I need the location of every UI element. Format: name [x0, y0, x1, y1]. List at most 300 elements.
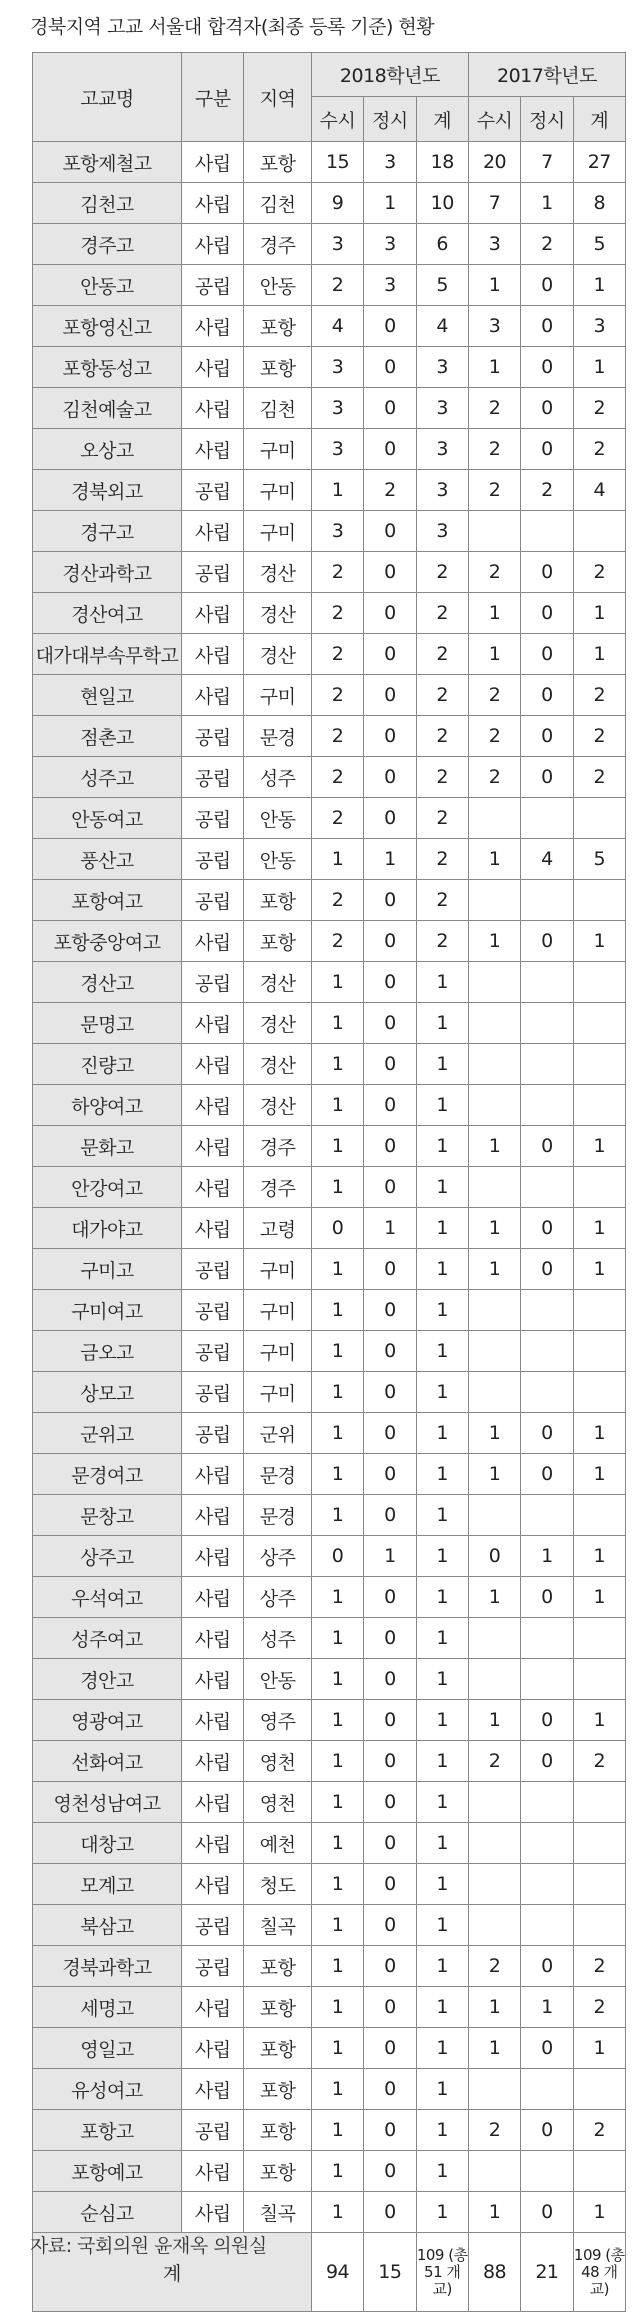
susi-2017: 0 [468, 1536, 520, 1577]
total-sum-2018: 109 (총51 개교) [416, 2233, 468, 2312]
school-name: 경안고 [33, 1659, 182, 1700]
susi-2018: 4 [311, 306, 363, 347]
table-row [33, 142, 626, 183]
jeongsi-2017 [521, 1372, 573, 1413]
jeongsi-2017 [521, 1003, 573, 1044]
school-type: 사립 [182, 1044, 244, 1085]
table-row [33, 634, 626, 675]
school-name: 포항제철고 [33, 142, 182, 183]
table-row [33, 1290, 626, 1331]
susi-2018: 2 [311, 921, 363, 962]
table-row [33, 511, 626, 552]
page-title: 경북지역 고교 서울대 합격자(최종 등록 기준) 현황 [30, 16, 435, 38]
jeongsi-2017: 0 [521, 1413, 573, 1454]
school-type: 사립 [182, 1003, 244, 1044]
total-2018: 2 [416, 757, 468, 798]
total-2018: 1 [416, 962, 468, 1003]
school-region: 경산 [244, 552, 311, 593]
jeongsi-2017: 0 [521, 675, 573, 716]
total-2017 [573, 1659, 625, 1700]
school-region: 구미 [244, 675, 311, 716]
school-name: 선화여고 [33, 1741, 182, 1782]
jeongsi-2018: 0 [364, 552, 416, 593]
jeongsi-2018: 1 [364, 1208, 416, 1249]
school-name: 하양여고 [33, 1085, 182, 1126]
jeongsi-2017 [521, 1331, 573, 1372]
susi-2018: 1 [311, 1905, 363, 1946]
total-2018: 5 [416, 265, 468, 306]
total-2018: 1 [416, 2028, 468, 2069]
school-region: 성주 [244, 757, 311, 798]
jeongsi-2017: 0 [521, 1741, 573, 1782]
total-2018: 6 [416, 224, 468, 265]
table-row [33, 1126, 626, 1167]
susi-2017 [468, 1618, 520, 1659]
table-row [33, 265, 626, 306]
jeongsi-2018: 0 [364, 1003, 416, 1044]
susi-2017: 1 [468, 1454, 520, 1495]
jeongsi-2017: 0 [521, 2192, 573, 2233]
jeongsi-2018: 0 [364, 921, 416, 962]
school-type: 사립 [182, 1085, 244, 1126]
table-row [33, 962, 626, 1003]
jeongsi-2018: 0 [364, 757, 416, 798]
total-2017 [573, 1167, 625, 1208]
school-name: 진량고 [33, 1044, 182, 1085]
school-type: 사립 [182, 347, 244, 388]
school-type: 공립 [182, 1946, 244, 1987]
table-row [33, 716, 626, 757]
susi-2017 [468, 1823, 520, 1864]
school-name: 경북외고 [33, 470, 182, 511]
school-type: 사립 [182, 1208, 244, 1249]
table-row [33, 347, 626, 388]
school-region: 경산 [244, 1085, 311, 1126]
jeongsi-2017: 0 [521, 921, 573, 962]
susi-2018: 2 [311, 593, 363, 634]
susi-2017: 1 [468, 2028, 520, 2069]
school-name: 문명고 [33, 1003, 182, 1044]
table-row [33, 839, 626, 880]
susi-2018: 1 [311, 1167, 363, 1208]
school-type: 공립 [182, 1331, 244, 1372]
susi-2017: 2 [468, 1946, 520, 1987]
school-type: 사립 [182, 224, 244, 265]
school-type: 공립 [182, 757, 244, 798]
jeongsi-2018: 0 [364, 1864, 416, 1905]
school-type: 사립 [182, 2151, 244, 2192]
jeongsi-2018: 0 [364, 675, 416, 716]
susi-2017: 2 [468, 470, 520, 511]
school-type: 공립 [182, 716, 244, 757]
susi-2017: 3 [468, 224, 520, 265]
susi-2018: 0 [311, 1208, 363, 1249]
table-row [33, 2028, 626, 2069]
total-2017: 1 [573, 2028, 625, 2069]
jeongsi-2017: 0 [521, 593, 573, 634]
susi-2017: 2 [468, 2110, 520, 2151]
table-row [33, 1782, 626, 1823]
school-region: 문경 [244, 1454, 311, 1495]
school-name: 현일고 [33, 675, 182, 716]
jeongsi-2018: 0 [364, 1126, 416, 1167]
total-2018: 1 [416, 1044, 468, 1085]
total-2017: 8 [573, 183, 625, 224]
susi-2017: 2 [468, 716, 520, 757]
susi-2018: 2 [311, 757, 363, 798]
jeongsi-2017 [521, 1618, 573, 1659]
school-name: 문창고 [33, 1495, 182, 1536]
jeongsi-2017 [521, 1782, 573, 1823]
total-2017: 1 [573, 2192, 625, 2233]
school-type: 공립 [182, 265, 244, 306]
total-2017: 2 [573, 429, 625, 470]
susi-2018: 2 [311, 798, 363, 839]
jeongsi-2018: 2 [364, 470, 416, 511]
jeongsi-2018: 0 [364, 1249, 416, 1290]
school-name: 오상고 [33, 429, 182, 470]
jeongsi-2018: 0 [364, 1167, 416, 1208]
table-row [33, 1864, 626, 1905]
jeongsi-2017 [521, 880, 573, 921]
school-type: 사립 [182, 1864, 244, 1905]
susi-2017: 1 [468, 634, 520, 675]
total-2017: 1 [573, 1208, 625, 1249]
total-2018: 1 [416, 1577, 468, 1618]
school-type: 사립 [182, 1659, 244, 1700]
susi-2018: 1 [311, 1003, 363, 1044]
total-2017: 1 [573, 1413, 625, 1454]
school-region: 경산 [244, 593, 311, 634]
total-2018: 3 [416, 347, 468, 388]
susi-2018: 1 [311, 2069, 363, 2110]
jeongsi-2018: 0 [364, 1905, 416, 1946]
total-2017: 2 [573, 1946, 625, 1987]
jeongsi-2018: 0 [364, 388, 416, 429]
jeongsi-2017: 1 [521, 183, 573, 224]
jeongsi-2018: 0 [364, 2151, 416, 2192]
total-2017: 2 [573, 757, 625, 798]
school-type: 사립 [182, 1700, 244, 1741]
school-name: 성주여고 [33, 1618, 182, 1659]
school-type: 사립 [182, 1536, 244, 1577]
susi-2017: 2 [468, 757, 520, 798]
total-2018: 1 [416, 2069, 468, 2110]
table-row [33, 1987, 626, 2028]
total-2017 [573, 962, 625, 1003]
school-region: 구미 [244, 1331, 311, 1372]
jeongsi-2017 [521, 1659, 573, 1700]
total-2017: 1 [573, 634, 625, 675]
susi-2017 [468, 1495, 520, 1536]
susi-2018: 1 [311, 1413, 363, 1454]
total-2017: 2 [573, 675, 625, 716]
susi-2017 [468, 1003, 520, 1044]
jeongsi-2017 [521, 1864, 573, 1905]
school-region: 안동 [244, 798, 311, 839]
jeongsi-2018: 0 [364, 347, 416, 388]
total-2017 [573, 1372, 625, 1413]
susi-2017: 1 [468, 839, 520, 880]
jeongsi-2018: 0 [364, 1290, 416, 1331]
school-type: 공립 [182, 1905, 244, 1946]
total-2017: 4 [573, 470, 625, 511]
jeongsi-2018: 0 [364, 1946, 416, 1987]
jeongsi-2017: 7 [521, 142, 573, 183]
school-region: 구미 [244, 470, 311, 511]
school-region: 포항 [244, 1987, 311, 2028]
school-name: 순심고 [33, 2192, 182, 2233]
table-row [33, 1454, 626, 1495]
table-row [33, 1659, 626, 1700]
jeongsi-2017: 0 [521, 1208, 573, 1249]
jeongsi-2018: 0 [364, 962, 416, 1003]
school-name: 군위고 [33, 1413, 182, 1454]
school-region: 영주 [244, 1700, 311, 1741]
table-row [33, 470, 626, 511]
total-2017 [573, 1823, 625, 1864]
susi-2018: 1 [311, 1618, 363, 1659]
jeongsi-2017: 0 [521, 1126, 573, 1167]
susi-2017 [468, 1864, 520, 1905]
susi-2018: 1 [311, 1782, 363, 1823]
jeongsi-2018: 0 [364, 1495, 416, 1536]
total-2017 [573, 1331, 625, 1372]
school-region: 성주 [244, 1618, 311, 1659]
school-type: 사립 [182, 1167, 244, 1208]
school-type: 사립 [182, 1987, 244, 2028]
table-row [33, 1167, 626, 1208]
susi-2017: 2 [468, 1741, 520, 1782]
total-2017 [573, 1044, 625, 1085]
school-name: 대가대부속무학고 [33, 634, 182, 675]
susi-2018: 1 [311, 1741, 363, 1782]
school-type: 사립 [182, 183, 244, 224]
susi-2017 [468, 2069, 520, 2110]
school-name: 모계고 [33, 1864, 182, 1905]
school-type: 사립 [182, 634, 244, 675]
total-2018: 2 [416, 593, 468, 634]
total-2017: 1 [573, 1700, 625, 1741]
header-type: 구분 [182, 53, 244, 142]
susi-2017: 1 [468, 593, 520, 634]
jeongsi-2018: 0 [364, 880, 416, 921]
total-2018: 1 [416, 1413, 468, 1454]
jeongsi-2018: 0 [364, 1044, 416, 1085]
school-type: 사립 [182, 1126, 244, 1167]
school-type: 사립 [182, 142, 244, 183]
school-region: 포항 [244, 347, 311, 388]
susi-2017 [468, 1659, 520, 1700]
table-row [33, 1249, 626, 1290]
school-name: 포항중앙여고 [33, 921, 182, 962]
school-name: 경구고 [33, 511, 182, 552]
admissions-table [32, 52, 626, 2312]
table-row [33, 2151, 626, 2192]
jeongsi-2018: 0 [364, 1700, 416, 1741]
jeongsi-2017: 0 [521, 1700, 573, 1741]
jeongsi-2018: 0 [364, 1577, 416, 1618]
school-name: 포항동성고 [33, 347, 182, 388]
jeongsi-2018: 0 [364, 2069, 416, 2110]
school-name: 포항고 [33, 2110, 182, 2151]
jeongsi-2017: 0 [521, 634, 573, 675]
susi-2017: 1 [468, 1413, 520, 1454]
header-school: 고교명 [33, 53, 182, 142]
total-jeongsi-2017: 21 [521, 2233, 573, 2312]
school-type: 공립 [182, 839, 244, 880]
susi-2018: 3 [311, 429, 363, 470]
jeongsi-2017: 0 [521, 429, 573, 470]
total-2018: 1 [416, 1864, 468, 1905]
jeongsi-2018: 0 [364, 2110, 416, 2151]
total-2018: 2 [416, 552, 468, 593]
school-name: 우석여고 [33, 1577, 182, 1618]
jeongsi-2018: 0 [364, 511, 416, 552]
susi-2017 [468, 1085, 520, 1126]
table-row [33, 2110, 626, 2151]
school-region: 경주 [244, 224, 311, 265]
total-2017: 2 [573, 1987, 625, 2028]
school-region: 경산 [244, 1003, 311, 1044]
susi-2017 [468, 1044, 520, 1085]
table-row [33, 1741, 626, 1782]
total-2018: 1 [416, 1372, 468, 1413]
total-2017: 1 [573, 593, 625, 634]
susi-2017: 2 [468, 675, 520, 716]
jeongsi-2017: 0 [521, 388, 573, 429]
total-2018: 1 [416, 1331, 468, 1372]
total-2018: 1 [416, 2110, 468, 2151]
table-row [33, 675, 626, 716]
school-name: 경북과학고 [33, 1946, 182, 1987]
jeongsi-2017 [521, 1495, 573, 1536]
jeongsi-2018: 0 [364, 593, 416, 634]
school-name: 포항여고 [33, 880, 182, 921]
susi-2017 [468, 1372, 520, 1413]
table-row [33, 2069, 626, 2110]
school-region: 구미 [244, 1372, 311, 1413]
jeongsi-2017: 1 [521, 1987, 573, 2028]
school-region: 경주 [244, 1167, 311, 1208]
school-region: 포항 [244, 306, 311, 347]
header-jeongsi-2017: 정시 [521, 97, 573, 142]
school-type: 사립 [182, 2069, 244, 2110]
total-2018: 2 [416, 839, 468, 880]
school-region: 포항 [244, 2110, 311, 2151]
total-2018: 3 [416, 470, 468, 511]
total-susi-2017: 88 [468, 2233, 520, 2312]
total-2017: 1 [573, 1126, 625, 1167]
jeongsi-2017: 4 [521, 839, 573, 880]
header-susi-2017: 수시 [468, 97, 520, 142]
susi-2017 [468, 2151, 520, 2192]
susi-2018: 3 [311, 388, 363, 429]
susi-2017: 1 [468, 1208, 520, 1249]
susi-2017: 3 [468, 306, 520, 347]
table-header [33, 53, 626, 142]
susi-2018: 3 [311, 224, 363, 265]
total-2018: 1 [416, 1003, 468, 1044]
jeongsi-2017 [521, 798, 573, 839]
school-region: 포항 [244, 142, 311, 183]
total-2017: 2 [573, 716, 625, 757]
school-region: 영천 [244, 1741, 311, 1782]
jeongsi-2018: 3 [364, 224, 416, 265]
school-region: 포항 [244, 2028, 311, 2069]
susi-2018: 1 [311, 1044, 363, 1085]
total-2017: 1 [573, 1577, 625, 1618]
header-jeongsi-2018: 정시 [364, 97, 416, 142]
total-2017: 3 [573, 306, 625, 347]
susi-2018: 1 [311, 2028, 363, 2069]
total-2017: 1 [573, 921, 625, 962]
total-2018: 2 [416, 675, 468, 716]
school-type: 사립 [182, 1454, 244, 1495]
school-region: 경산 [244, 1044, 311, 1085]
total-2018: 1 [416, 1536, 468, 1577]
jeongsi-2017: 0 [521, 757, 573, 798]
school-name: 유성여고 [33, 2069, 182, 2110]
total-2017: 1 [573, 347, 625, 388]
susi-2018: 3 [311, 511, 363, 552]
table-row [33, 224, 626, 265]
total-2018: 1 [416, 1987, 468, 2028]
susi-2018: 1 [311, 1126, 363, 1167]
susi-2018: 1 [311, 1946, 363, 1987]
school-region: 군위 [244, 1413, 311, 1454]
susi-2018: 1 [311, 1495, 363, 1536]
total-2017 [573, 2069, 625, 2110]
susi-2017: 1 [468, 1126, 520, 1167]
school-type: 사립 [182, 593, 244, 634]
susi-2017: 1 [468, 1249, 520, 1290]
total-2017 [573, 2151, 625, 2192]
jeongsi-2018: 0 [364, 634, 416, 675]
school-type: 공립 [182, 552, 244, 593]
susi-2018: 1 [311, 1987, 363, 2028]
jeongsi-2017 [521, 1823, 573, 1864]
table-row [33, 1946, 626, 1987]
susi-2018: 15 [311, 142, 363, 183]
table-row [33, 1577, 626, 1618]
jeongsi-2017: 0 [521, 716, 573, 757]
jeongsi-2018: 0 [364, 1659, 416, 1700]
total-2017 [573, 1864, 625, 1905]
school-region: 안동 [244, 839, 311, 880]
school-type: 공립 [182, 880, 244, 921]
school-region: 칠곡 [244, 2192, 311, 2233]
total-sum-2017: 109 (총48 개교) [573, 2233, 625, 2312]
school-type: 사립 [182, 511, 244, 552]
school-region: 안동 [244, 1659, 311, 1700]
total-2018: 1 [416, 1454, 468, 1495]
school-region: 청도 [244, 1864, 311, 1905]
total-2018: 1 [416, 1700, 468, 1741]
table-row [33, 552, 626, 593]
jeongsi-2018: 0 [364, 2192, 416, 2233]
susi-2017: 2 [468, 388, 520, 429]
jeongsi-2017 [521, 1167, 573, 1208]
table-row [33, 1208, 626, 1249]
table-row [33, 921, 626, 962]
school-type: 사립 [182, 1782, 244, 1823]
total-2017: 1 [573, 265, 625, 306]
jeongsi-2017: 2 [521, 470, 573, 511]
school-region: 포항 [244, 880, 311, 921]
header-total-2018: 계 [416, 97, 468, 142]
total-2018: 1 [416, 1249, 468, 1290]
